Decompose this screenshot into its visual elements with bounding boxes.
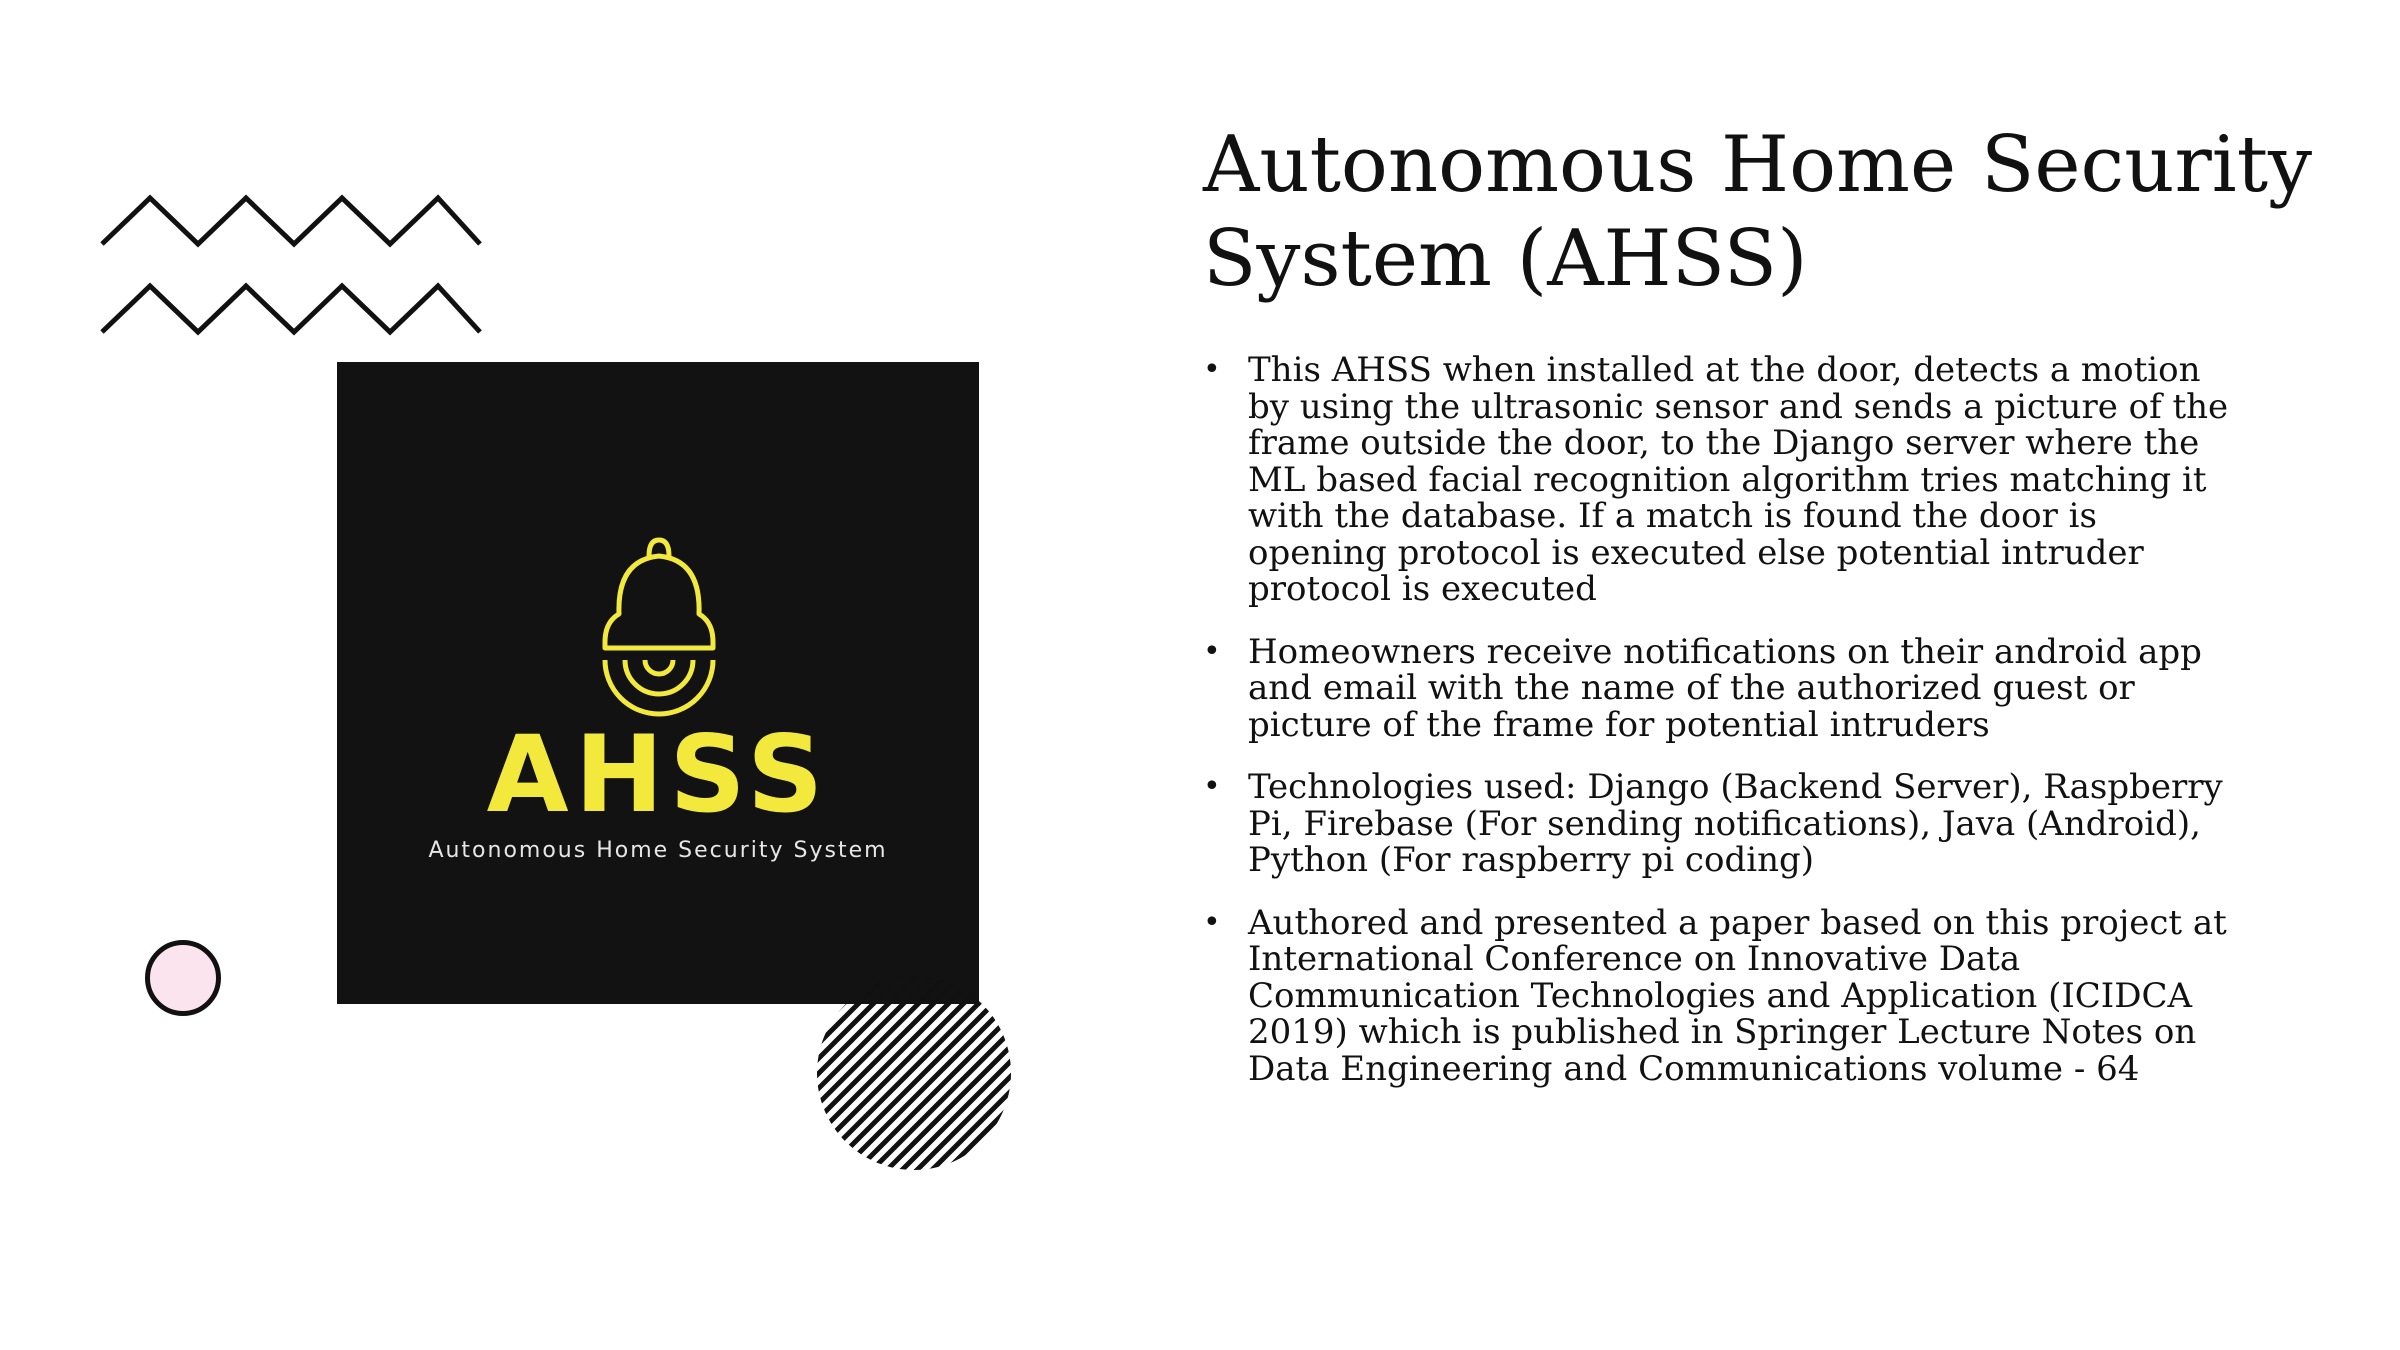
bullet-text: Homeowners receive notifications on their android app and email with the name of the authorized guest or picture of the frame for potential intruders: [1248, 631, 2202, 745]
bullet-marker: •: [1203, 769, 1221, 804]
bullet-text: This AHSS when installed at the door, detects a motion by using the ultrasonic sensor and sends a picture of the frame outside the door, to the Django server where the ML based facial recognition algorithm tries matching it with the database. If a match is found the door is opening protocol is executed else potential intruder protocol is executed: [1248, 350, 2229, 609]
signal-arc-outer: [605, 660, 713, 714]
zigzag-line-bottom: [102, 286, 480, 332]
bullet-marker: •: [1203, 904, 1221, 940]
signal-arc-inner: [645, 660, 673, 674]
ahss-logo: [337, 362, 979, 1004]
slide-title: Autonomous Home Security System (AHSS): [1203, 120, 2313, 304]
logo-wordmark: AHSS: [486, 713, 830, 836]
pink-circle-decoration: [145, 940, 221, 1016]
zigzag-decoration: [98, 190, 483, 340]
bullet-item: [1203, 352, 2233, 608]
signal-arc-middle: [625, 660, 693, 694]
bullet-item: [1203, 902, 2233, 1089]
logo-tagline: Autonomous Home Security System: [428, 838, 888, 863]
hatched-circle-decoration: [816, 975, 1012, 1171]
bullet-text: Technologies used: Django (Backend Server), Raspberry Pi, Firebase (For sending notifications), Java (Android), Python (For raspberry pi coding): [1248, 767, 2223, 880]
bullet-text: Authored and presented a paper based on this project at International Conference on Innovative Data Communication Technologies and Application (ICIDCA 2019) which is published in Springer Lecture Notes on Data Engineering and Communications volume - 64: [1248, 902, 2227, 1089]
zigzag-line-top: [102, 198, 480, 244]
bell-body: [605, 556, 713, 648]
bullet-item: [1203, 631, 2233, 745]
bullet-list: [1203, 352, 2233, 1113]
bullet-marker: •: [1203, 633, 1221, 669]
bell-icon: [599, 532, 719, 727]
bullet-marker: •: [1203, 352, 1221, 387]
bullet-item: [1203, 769, 2233, 879]
